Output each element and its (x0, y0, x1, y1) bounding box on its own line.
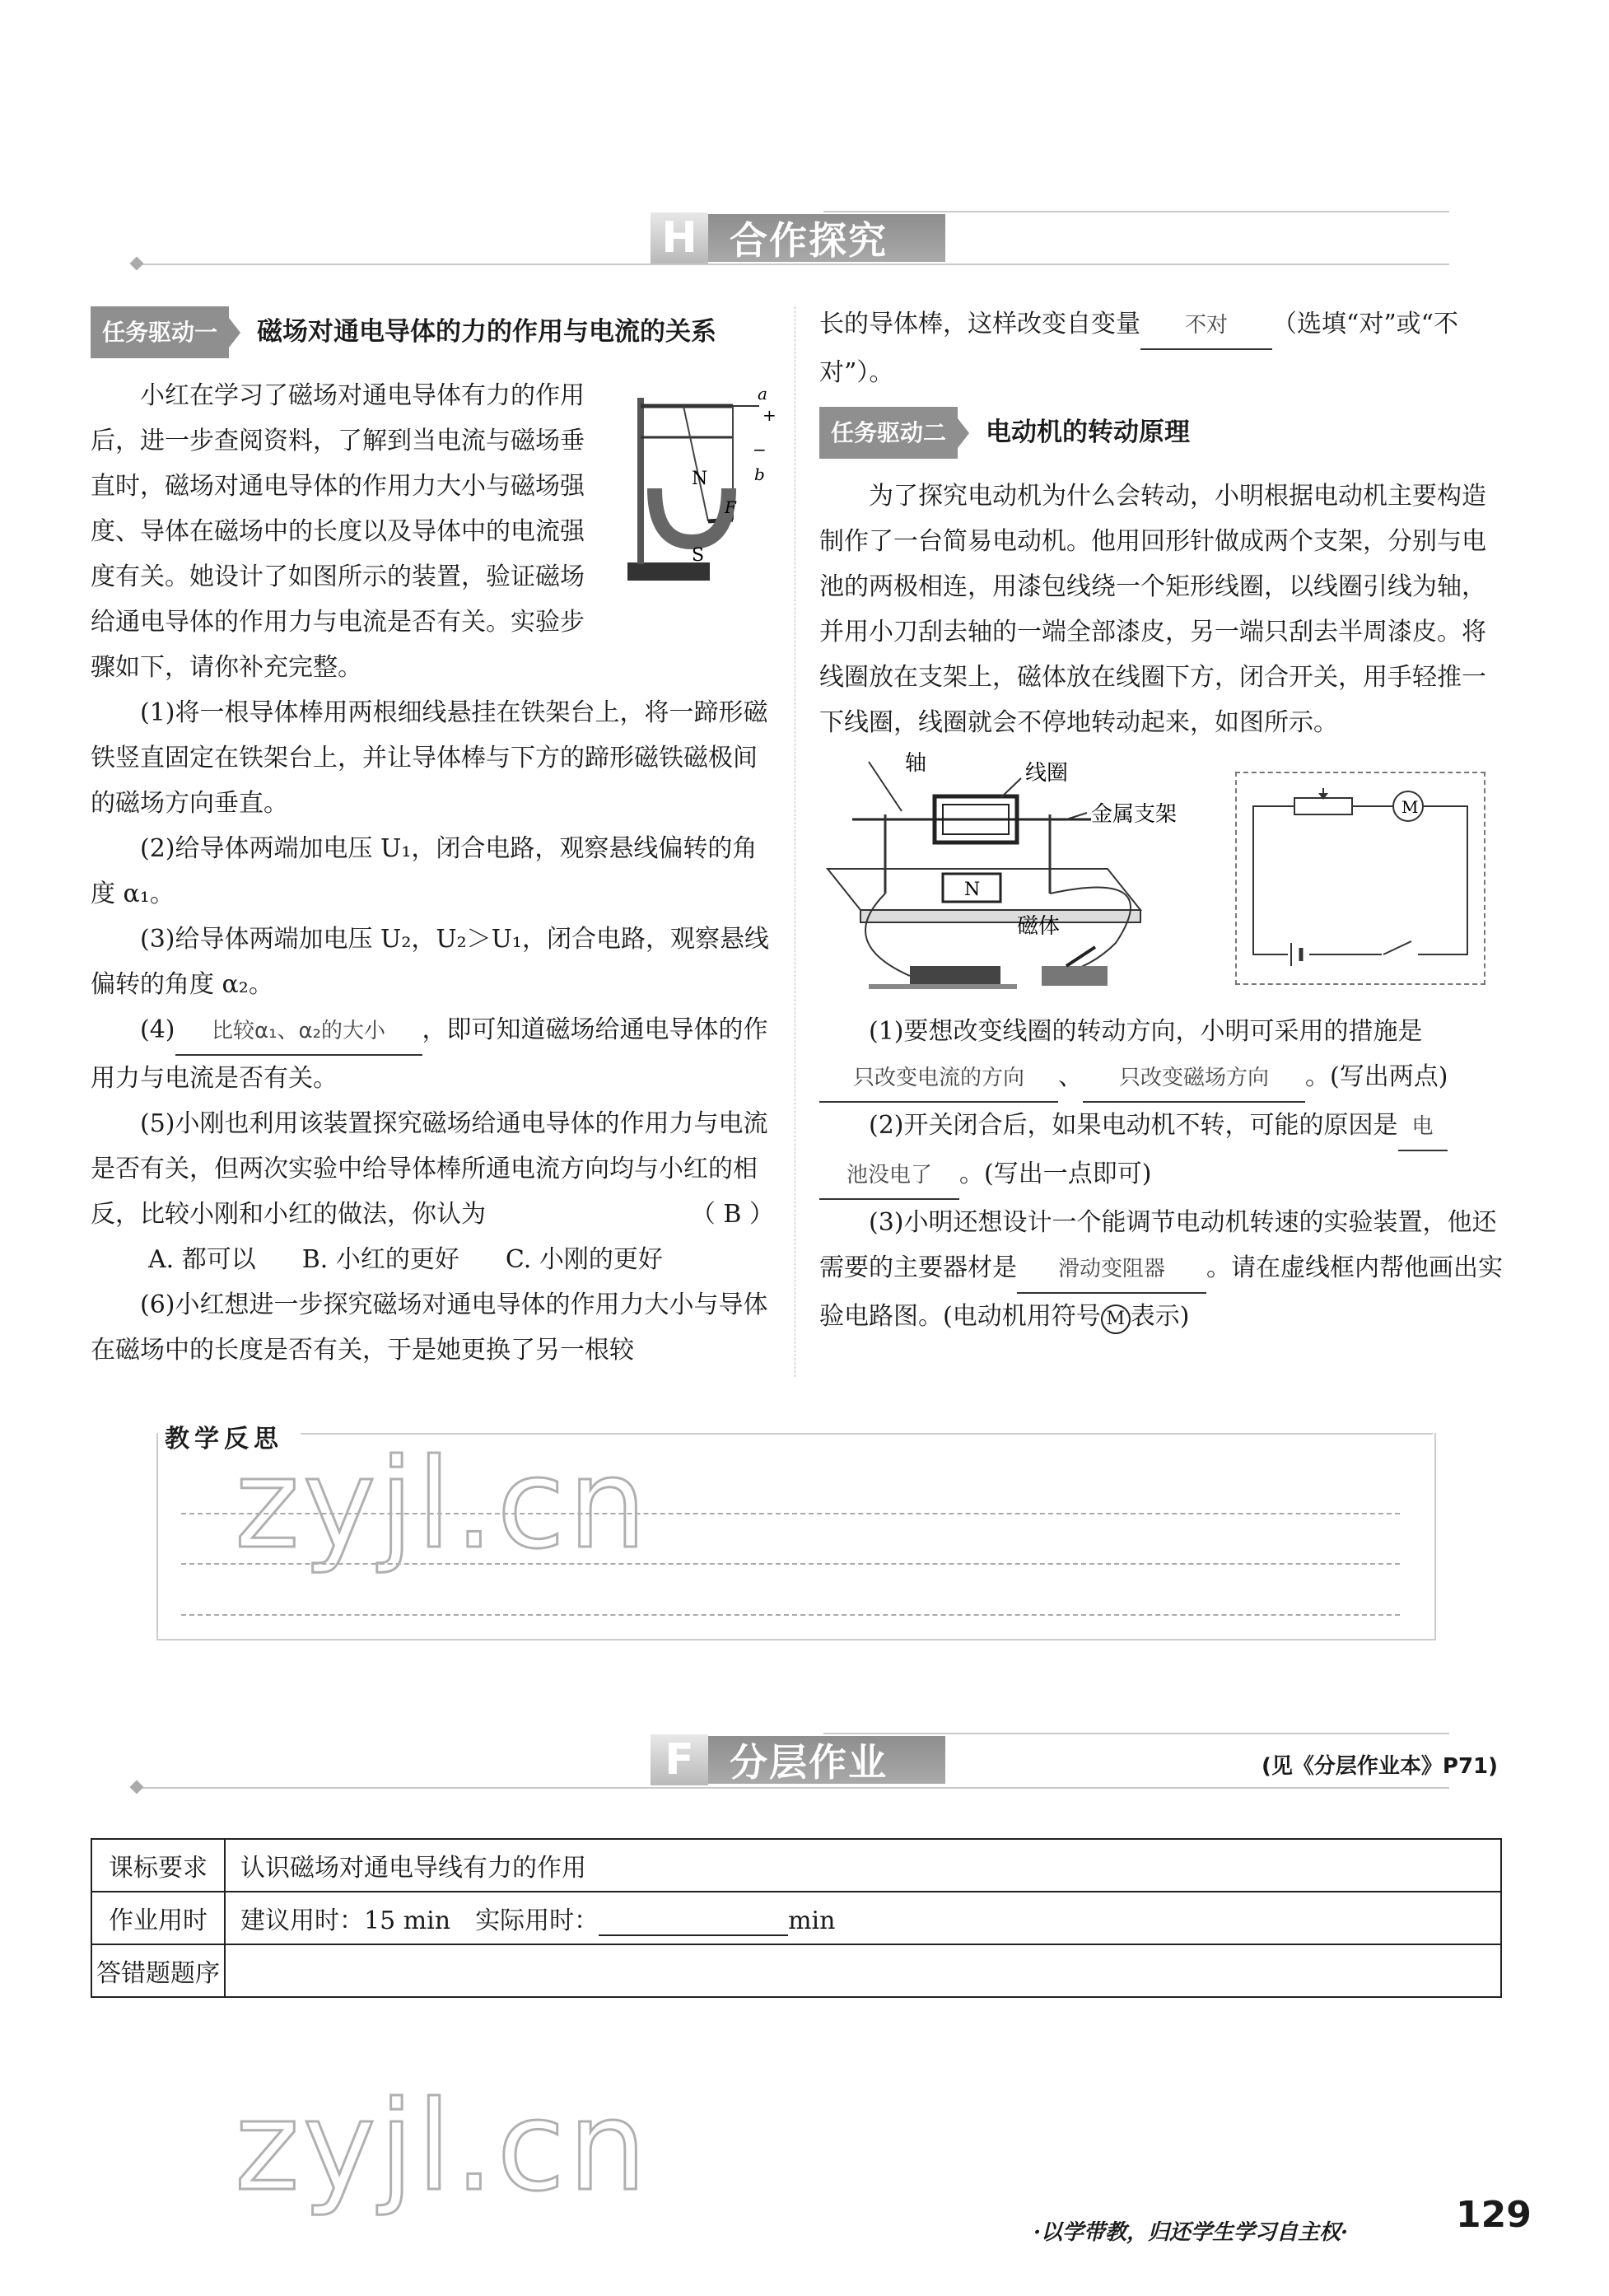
choice-a: A. 都可以 (148, 1245, 256, 1274)
step-1: (1)将一根导体棒用两根细线悬挂在铁架台上，将一蹄形磁铁竖直固定在铁架台上，并让导体棒与下方的蹄形磁铁磁极间的磁场方向垂直。 (91, 698, 768, 818)
choice-c: C. 小刚的更好 (505, 1245, 663, 1274)
motor-circle-icon: M (1101, 1304, 1131, 1334)
q1-pre: (1)要想改变线圈的转动方向，小明可采用的措施是 (869, 1017, 1423, 1046)
task-title: 电动机的转动原理 (986, 418, 1191, 447)
reflection-line-3 (181, 1614, 1400, 1616)
section-divider-2 (132, 1787, 1449, 1789)
row-key: 作业用时 (91, 1892, 225, 1944)
cont-post: （选填“对”或“不对”）。 (819, 310, 1459, 387)
step-5-text: (5)小刚也利用该装置探究磁场给通电导体的作用力与电流是否有关，但两次实验中给导体棒所通电流方向均与小红的相反，比较小刚和小红的做法，你认为 (91, 1109, 768, 1229)
footer-slogan: ·以学带教，归还学生学习自主权· (1033, 2220, 1349, 2245)
divider-dot-icon (130, 1780, 144, 1794)
task-tag: 任务驱动一 (91, 306, 229, 358)
q2-post: 。(写出一点即可) (959, 1160, 1152, 1188)
question-1 (819, 1009, 1503, 1103)
step-6: (6)小红想进一步探究磁场对通电导体的作用力大小与导体在磁场中的长度是否有关，于是她更换了另一根较 (91, 1290, 768, 1365)
label-magnet: 磁体 (1017, 914, 1061, 939)
label-minus: − (753, 440, 767, 460)
step-4-answer: 比较α₁、α₂的大小 (175, 1009, 422, 1056)
motor-figures (819, 745, 1503, 1009)
label-s: S (692, 545, 705, 566)
row-key: 答错题题序 (91, 1944, 225, 1997)
motor-symbol-icon: M (1401, 797, 1419, 817)
homework-table (91, 1838, 1502, 1998)
label-axis: 轴 (905, 751, 927, 776)
watermark-1: zyjl.cn (235, 1433, 651, 1576)
task2-intro: 为了探究电动机为什么会转动，小明根据电动机主要构造制作了一台简易电动机。他用回形针做成两个支架，分别与电池的两极相连，用漆包线绕一个矩形线圈，以线圈引线为轴，并用小刀刮去轴的一端全部漆皮，另一端只刮去半周漆皮。将线圈放在支架上，磁体放在线圈下方，闭合开关，用手轻推一下线圈，线圈就会不停地转动起来，如图所示。 (819, 482, 1486, 737)
step-4-post: ，即可知道磁场给通电导体的作用力与电流是否有关。 (91, 1015, 768, 1093)
table-row (91, 1839, 1501, 1892)
task1-continued (819, 301, 1503, 395)
q3-end: 表示) (1130, 1302, 1190, 1331)
q1-sep: 、 (1058, 1062, 1083, 1091)
homework-reference: (见《分层作业本》P71) (1262, 1754, 1499, 1779)
label-plus: + (763, 405, 777, 425)
label-n-magnet: N (964, 880, 981, 900)
label-n: N (692, 469, 708, 489)
cont-answer: 不对 (1140, 303, 1272, 350)
row-value[interactable] (225, 1944, 1501, 1997)
task1-intro: 小红在学习了磁场对通电导体有力的作用后，进一步查阅资料，了解到当电流与磁场垂直时，磁场对通电导体的作用力大小与磁场强度、导体在磁场中的长度以及导体中的电流强度有关。她设计了如图所示的装置，验证磁场给通电导体的作用力与电流是否有关。实验步骤如下，请你补充完整。 (91, 381, 585, 682)
q2-answer-1: 电 (1398, 1104, 1448, 1151)
q1-post: 。(写出两点) (1305, 1062, 1448, 1091)
row-value: 认识磁场对通电导线有力的作用 (225, 1839, 1501, 1892)
circuit-diagram (1237, 773, 1484, 983)
label-a: a (758, 384, 767, 404)
task-title: 磁场对通电导体的力的作用与电流的关系 (257, 317, 717, 347)
row-key: 课标要求 (91, 1839, 225, 1892)
section-header-cooperative (651, 212, 945, 264)
task-tag: 任务驱动二 (819, 407, 958, 459)
task-header-2 (819, 407, 1503, 459)
section-title: 分层作业 (708, 1736, 945, 1784)
step-4 (91, 1007, 774, 1101)
label-bracket: 金属支架 (1091, 802, 1178, 827)
arrow-icon (229, 318, 240, 348)
section-letter: H (651, 212, 708, 264)
question-2 (819, 1103, 1503, 1200)
motor-figure (819, 745, 1198, 1009)
cont-pre: 长的导体棒，这样改变自变量 (819, 310, 1140, 338)
time-unit: min (788, 1906, 836, 1935)
q3-answer: 滑动变阻器 (1017, 1247, 1206, 1294)
table-row (91, 1892, 1501, 1944)
actual-time-field[interactable] (599, 1913, 788, 1936)
task1-intro-a (91, 373, 597, 690)
question-3 (819, 1200, 1503, 1339)
label-f: F (725, 497, 736, 517)
step-3: (3)给导体两端加电压 U₂，U₂＞U₁，闭合电路，观察悬线偏转的角度 α₂。 (91, 925, 769, 999)
page-number: 129 (1456, 2194, 1532, 2236)
circuit-dashed-box (1235, 772, 1485, 985)
right-column (819, 301, 1503, 1339)
q1-answer-1: 只改变电流的方向 (819, 1056, 1058, 1103)
divider-dot-icon (130, 257, 144, 271)
q2-answer-2: 池没电了 (819, 1153, 959, 1200)
section-title: 合作探究 (708, 214, 945, 262)
arrow-icon (958, 418, 969, 448)
apparatus-figure (609, 373, 777, 587)
q3-post: 。请在虚线框内帮他画出实验电路图。(电动机用符号 (819, 1253, 1503, 1331)
label-b: b (754, 464, 765, 484)
step-5-answer: （ B ） (690, 1200, 774, 1229)
choices (91, 1237, 774, 1282)
step-5 (91, 1101, 774, 1237)
label-coil: 线圈 (1025, 761, 1069, 786)
choice-b: B. 小红的更好 (301, 1245, 459, 1274)
step-2: (2)给导体两端加电压 U₁，闭合电路，观察悬线偏转的角度 α₁。 (91, 834, 758, 908)
row-value (225, 1892, 1501, 1944)
table-row (91, 1944, 1501, 1997)
suggested-time: 建议用时：15 min 实际用时： (240, 1906, 599, 1935)
task-header-1 (91, 306, 774, 358)
q3-pre: (3)小明还想设计一个能调节电动机转速的实验装置，他还需要的主要器材是 (819, 1208, 1497, 1282)
step-4-pre: (4) (140, 1015, 175, 1044)
reflection-title: 教学反思 (165, 1425, 283, 1454)
section-letter: F (651, 1734, 708, 1785)
left-column (91, 306, 777, 1373)
watermark-2: zyjl.cn (235, 2075, 651, 2219)
q1-answer-2: 只改变磁场方向 (1083, 1056, 1305, 1103)
q2-pre: (2)开关闭合后，如果电动机不转，可能的原因是 (869, 1111, 1398, 1140)
section-header-homework (651, 1734, 945, 1785)
